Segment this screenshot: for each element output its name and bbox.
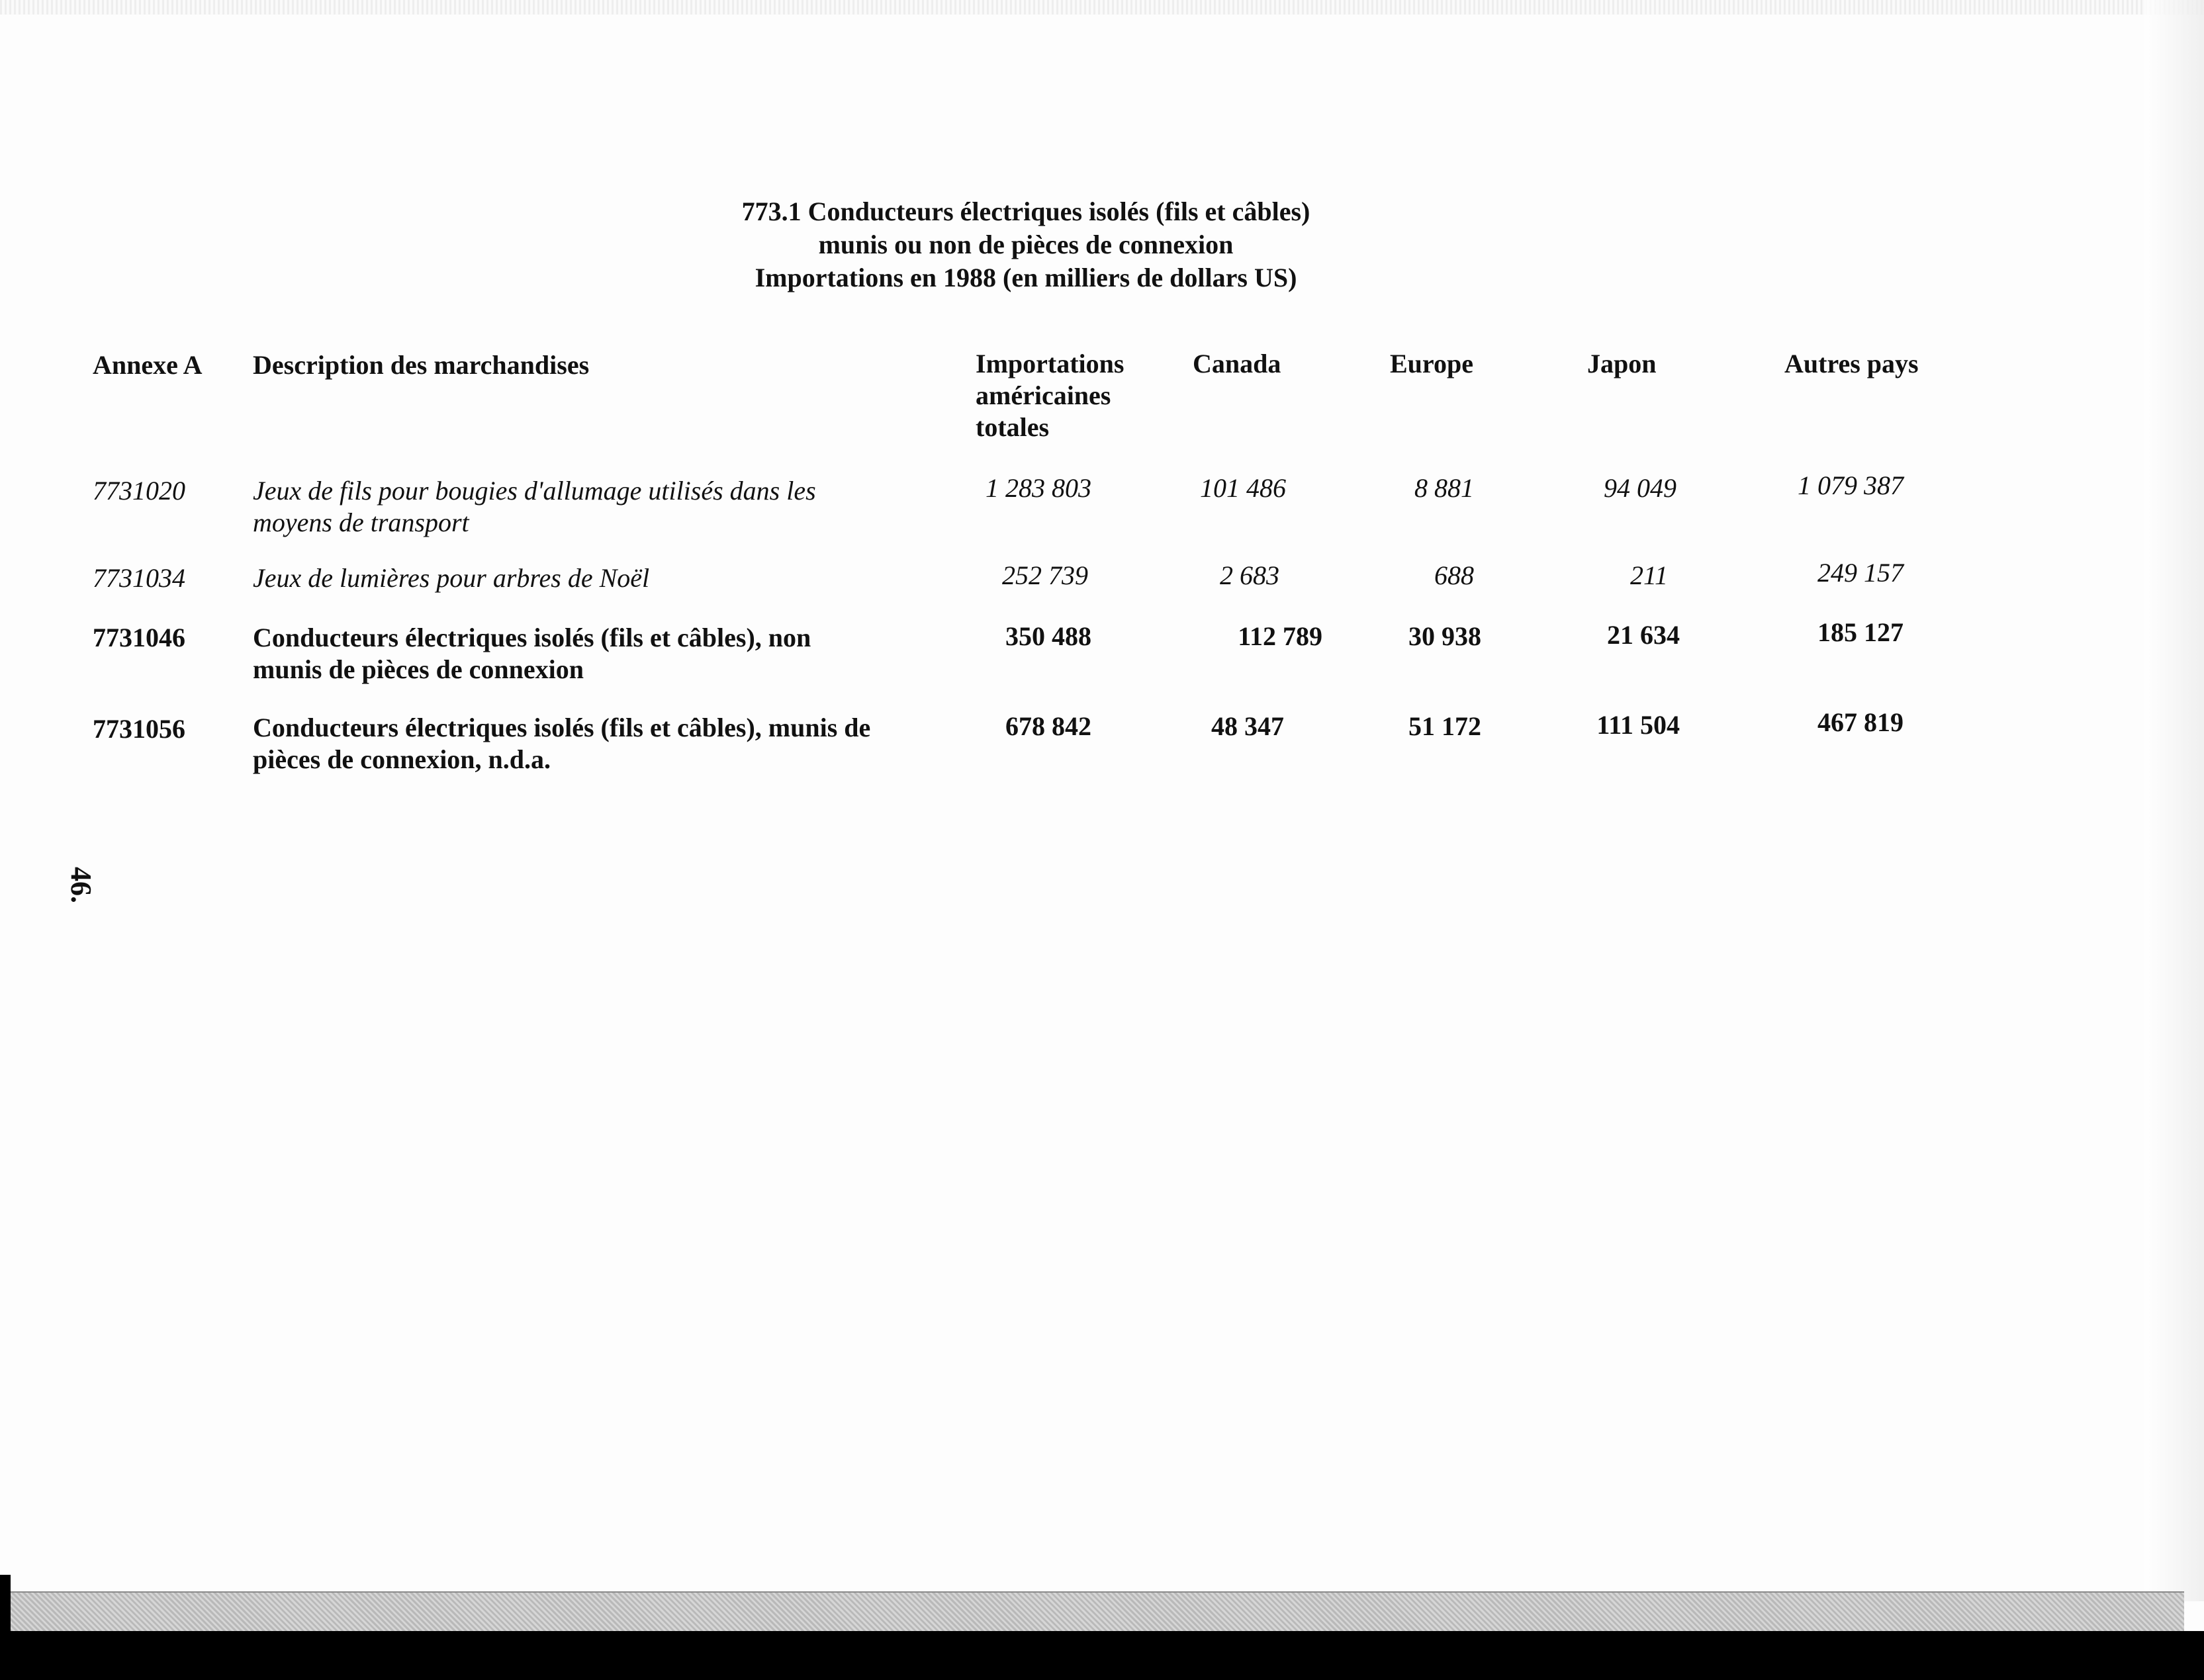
row-description	[253, 712, 928, 775]
row-description-line-1: Conducteurs électriques isolés (fils et câbles), munis de	[253, 713, 871, 742]
row-description-line-1: Jeux de fils pour bougies d'allumage utilisés dans les	[253, 476, 816, 506]
header-autres: Autres pays	[1784, 349, 1919, 378]
row-japon: 211	[1630, 560, 1668, 590]
row-code: 7731046	[93, 623, 185, 652]
row-canada: 48 347	[1211, 711, 1284, 741]
row-description-line-2: pièces de connexion, n.d.a.	[253, 744, 551, 774]
row-japon: 111 504	[1596, 710, 1680, 740]
row-description	[253, 622, 928, 685]
header-annexe: Annexe A	[93, 350, 203, 380]
header-total-line-2: américaines	[976, 380, 1111, 410]
document-title	[596, 195, 1456, 294]
row-total: 252 739	[1002, 560, 1088, 590]
row-europe: 8 881	[1414, 473, 1474, 503]
row-total: 678 842	[1005, 711, 1091, 741]
header-description: Description des marchandises	[253, 350, 590, 380]
row-code: 7731020	[93, 476, 185, 506]
row-total: 350 488	[1005, 621, 1091, 651]
header-europe: Europe	[1390, 349, 1473, 378]
scan-top-edge	[0, 0, 2204, 15]
header-canada: Canada	[1193, 349, 1281, 378]
row-japon: 21 634	[1607, 620, 1680, 650]
row-description	[253, 475, 928, 539]
row-code: 7731056	[93, 714, 185, 744]
title-line-2: munis ou non de pièces de connexion	[818, 230, 1234, 259]
row-canada: 112 789	[1238, 621, 1322, 651]
page-number: 46.	[65, 867, 97, 903]
row-autres: 1 079 387	[1798, 470, 1904, 500]
scan-bottom-band	[0, 1591, 2184, 1632]
header-total-line-3: totales	[976, 412, 1050, 442]
row-canada: 2 683	[1220, 560, 1279, 590]
row-description	[253, 562, 928, 594]
row-europe: 688	[1434, 560, 1474, 590]
row-description-line-1: Jeux de lumières pour arbres de Noël	[253, 563, 650, 593]
header-japon: Japon	[1587, 349, 1657, 378]
row-description-line-1: Conducteurs électriques isolés (fils et câbles), non	[253, 623, 811, 652]
row-europe: 51 172	[1408, 711, 1481, 741]
title-line-1: 773.1 Conducteurs électriques isolés (fils et câbles)	[741, 197, 1310, 226]
row-total: 1 283 803	[986, 473, 1091, 503]
title-line-3: Importations en 1988 (en milliers de dollars US)	[755, 263, 1297, 292]
row-japon: 94 049	[1604, 473, 1676, 503]
row-autres: 249 157	[1817, 558, 1904, 588]
row-description-line-2: munis de pièces de connexion	[253, 654, 584, 684]
scan-right-edge	[2144, 0, 2204, 1601]
row-europe: 30 938	[1408, 621, 1481, 651]
row-autres: 185 127	[1817, 617, 1904, 647]
row-canada: 101 486	[1200, 473, 1286, 503]
row-autres: 467 819	[1817, 707, 1904, 737]
row-description-line-2: moyens de transport	[253, 508, 469, 537]
scan-left-corner	[0, 1575, 11, 1680]
header-total-line-1: Importations	[976, 349, 1125, 378]
header-total	[976, 348, 1124, 443]
scan-bottom-border	[0, 1631, 2204, 1680]
row-code: 7731034	[93, 563, 185, 593]
